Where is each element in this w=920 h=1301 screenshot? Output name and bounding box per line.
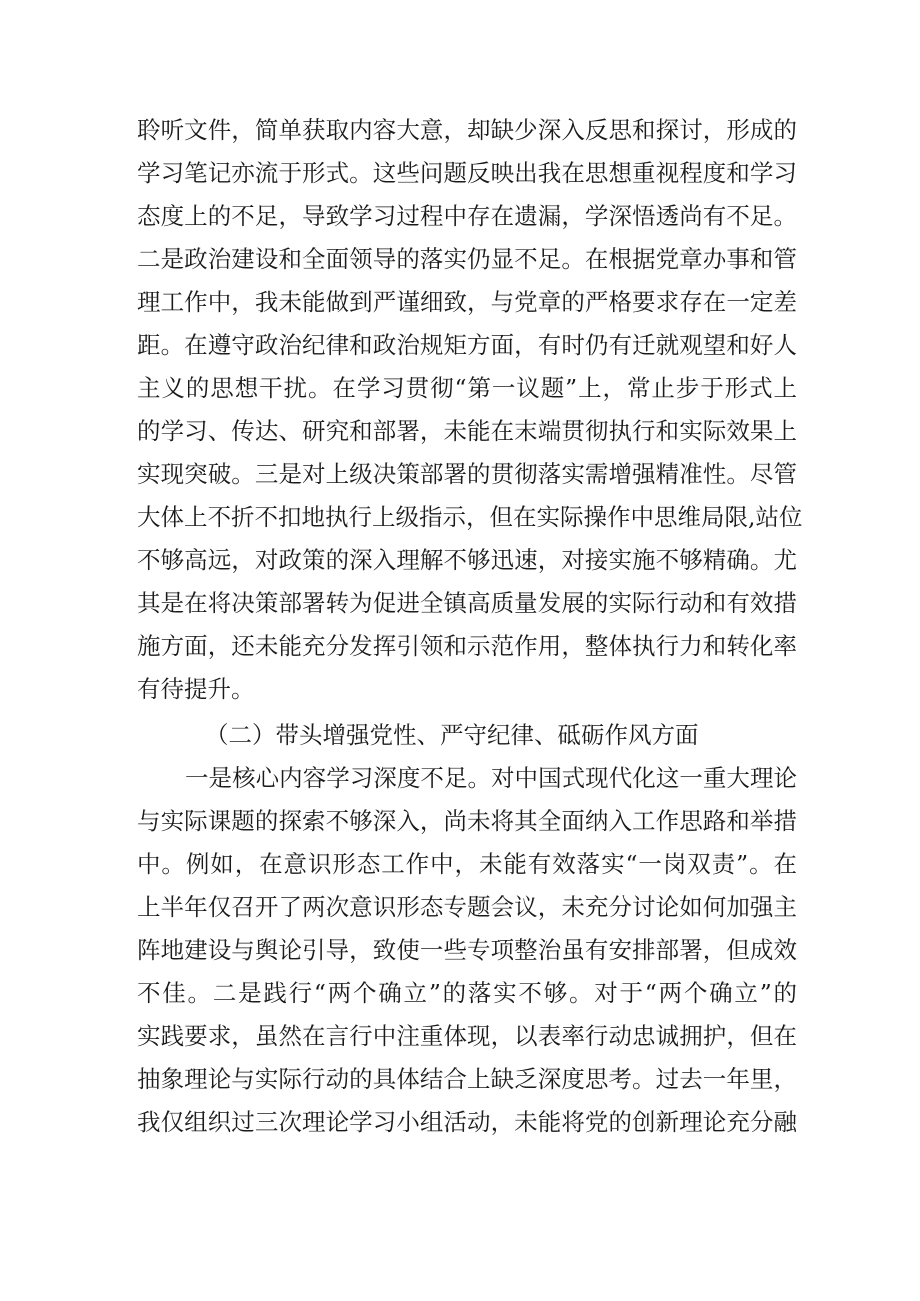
paragraph-line: 一是核心内容学习深度不足。对中国式现代化这一重大理论 [185, 764, 797, 792]
paragraph-line: 实践要求，虽然在言行中注重体现，以表率行动忠诚拥护，但在 [137, 1022, 797, 1050]
paragraph-line: 学习笔记亦流于形式。这些问题反映出我在思想重视程度和学习 [137, 159, 797, 187]
section-heading: （二）带头增强党性、严守纪律、砥砺作风方面 [205, 721, 699, 749]
paragraph-line: 与实际课题的探索不够深入，尚未将其全面纳入工作思路和举措 [137, 807, 797, 835]
paragraph-line: 聆听文件，简单获取内容大意，却缺少深入反思和探讨，形成的 [137, 116, 797, 144]
paragraph-line: 主义的思想干扰。在学习贯彻“第一议题”上，常止步于形式上 [137, 374, 797, 402]
paragraph-line: 二是政治建设和全面领导的落实仍显不足。在根据党章办事和管 [137, 245, 797, 273]
paragraph-line: 大体上不折不扣地执行上级指示，但在实际操作中思维局限,站位 [137, 503, 803, 531]
paragraph-line: 的学习、传达、研究和部署，未能在末端贯彻执行和实际效果上 [137, 417, 797, 445]
paragraph-line: 上半年仅召开了两次意识形态专题会议，未充分讨论如何加强主 [137, 893, 797, 921]
paragraph-line: 距。在遵守政治纪律和政治规矩方面，有时仍有迁就观望和好人 [137, 331, 797, 359]
paragraph-line: 抽象理论与实际行动的具体结合上缺乏深度思考。过去一年里， [137, 1065, 797, 1093]
paragraph-line: 有待提升。 [137, 675, 255, 703]
paragraph-line: 不佳。二是践行“两个确立”的落实不够。对于“两个确立”的 [137, 979, 797, 1007]
paragraph-line: 其是在将决策部署转为促进全镇高质量发展的实际行动和有效措 [137, 589, 797, 617]
paragraph-line: 实现突破。三是对上级决策部署的贯彻落实需增强精准性。尽管 [137, 460, 797, 488]
paragraph-line: 态度上的不足，导致学习过程中存在遗漏，学深悟透尚有不足。 [137, 202, 797, 230]
paragraph-line: 我仅组织过三次理论学习小组活动，未能将党的创新理论充分融 [137, 1108, 797, 1136]
paragraph-line: 阵地建设与舆论引导，致使一些专项整治虽有安排部署，但成效 [137, 936, 797, 964]
paragraph-line: 理工作中，我未能做到严谨细致，与党章的严格要求存在一定差 [137, 288, 797, 316]
paragraph-line: 不够高远，对政策的深入理解不够迅速，对接实施不够精确。尤 [137, 546, 797, 574]
paragraph-line: 中。例如，在意识形态工作中，未能有效落实“一岗双责”。在 [137, 850, 797, 878]
paragraph-line: 施方面，还未能充分发挥引领和示范作用，整体执行力和转化率 [137, 632, 797, 660]
